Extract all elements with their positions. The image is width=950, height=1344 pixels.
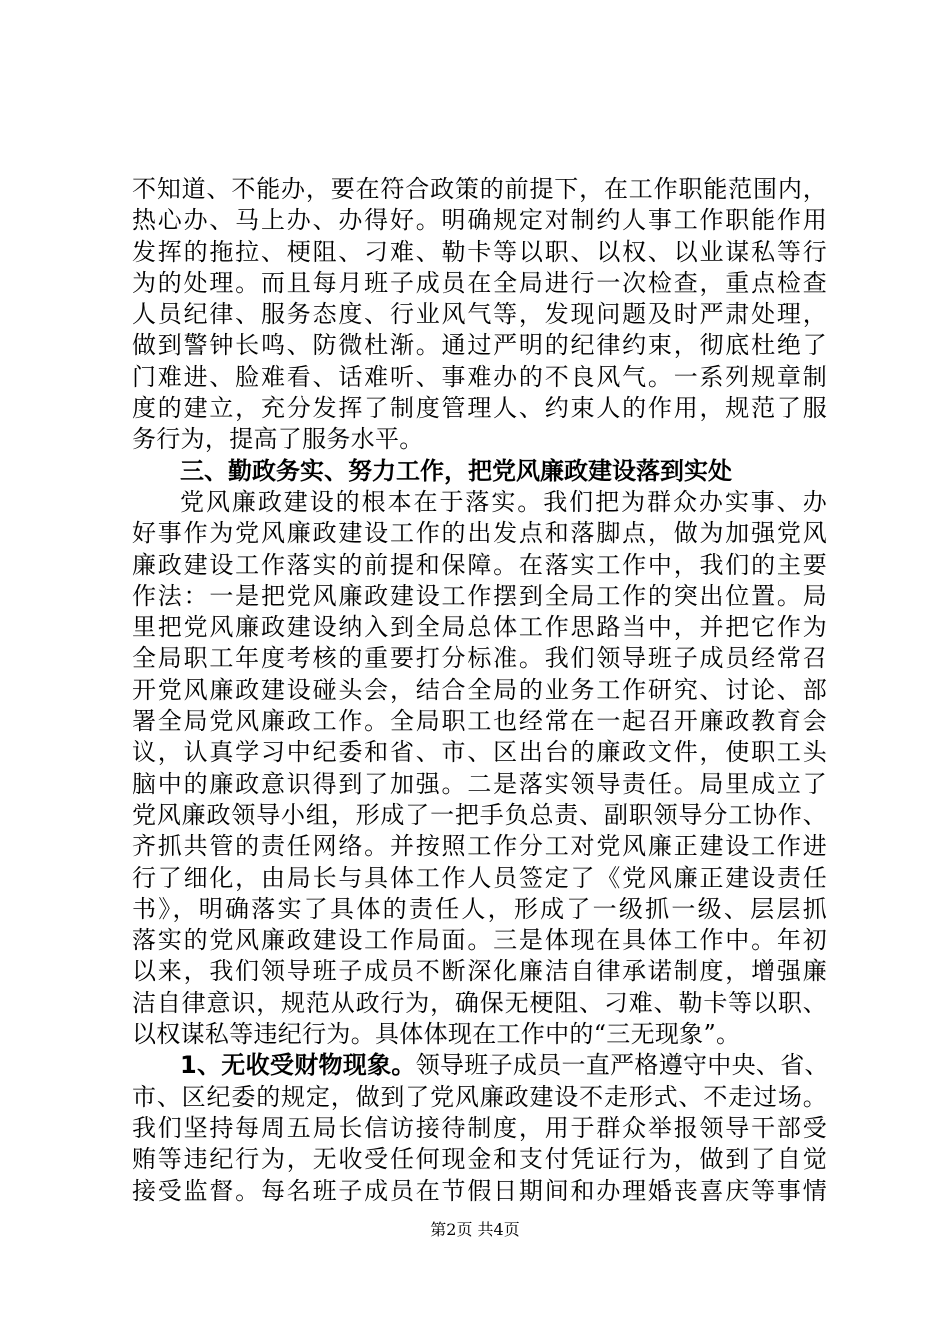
text-line: 做到警钟长鸣、防微杜渐。通过严明的纪律约束，彻底杜绝了 [132, 331, 827, 360]
text-line: 门难进、脸难看、话难听、事难办的不良风气。一系列规章制 [132, 362, 827, 391]
text-line: 署全局党风廉政工作。全局职工也经常在一起召开廉政教育会 [132, 707, 827, 736]
text-line: 开党风廉政建设碰头会，结合全局的业务工作研究、讨论、部 [132, 675, 827, 704]
text-line: 我们坚持每周五局长信访接待制度，用于群众举报领导干部受 [132, 1113, 827, 1142]
text-line: 党风廉政领导小组，形成了一把手负总责、副职领导分工协作、 [132, 800, 827, 829]
text-line: 行了细化，由局长与具体工作人员签定了《党风廉正建设责任 [132, 863, 827, 892]
text-line: 洁自律意识，规范从政行为，确保无梗阻、刁难、勒卡等以职、 [132, 988, 827, 1017]
page-footer: 第2页 共4页 [430, 1220, 520, 1239]
item-text: 领导班子成员一直严格遵守中央、省、 [415, 1051, 829, 1080]
text-line: 市、区纪委的规定，做到了党风廉政建设不走形式、不走过场。 [132, 1082, 827, 1111]
text-line: 为的处理。而且每月班子成员在全局进行一次检查，重点检查 [132, 268, 827, 297]
text-line: 务行为，提高了服务水平。 [132, 425, 424, 454]
item-title: 1、无收受财物现象。 [180, 1051, 416, 1080]
text-line: 度的建立，充分发挥了制度管理人、约束人的作用，规范了服 [132, 394, 827, 423]
text-line: 作法：一是把党风廉政建设工作摆到全局工作的突出位置。局 [132, 581, 827, 610]
text-line: 发挥的拖拉、梗阻、刁难、勒卡等以职、以权、以业谋私等行 [132, 237, 827, 266]
text-line: 人员纪律、服务态度、行业风气等，发现问题及时严肃处理， [132, 300, 827, 329]
text-line: 贿等违纪行为，无收受任何现金和支付凭证行为，做到了自觉 [132, 1145, 827, 1174]
text-line: 不知道、不能办，要在符合政策的前提下，在工作职能范围内， [132, 175, 827, 203]
text-line: 党风廉政建设的根本在于落实。我们把为群众办实事、办 [180, 487, 827, 516]
text-line: 廉政建设工作落实的前提和保障。在落实工作中，我们的主要 [132, 550, 827, 579]
text-line: 里把党风廉政建设纳入到全局总体工作思路当中，并把它作为 [132, 613, 827, 642]
section-heading: 三、勤政务实、努力工作，把党风廉政建设落到实处 [180, 456, 732, 485]
text-line: 接受监督。每名班子成员在节假日期间和办理婚丧喜庆等事情 [132, 1176, 827, 1205]
text-line: 好事作为党风廉政建设工作的出发点和落脚点，做为加强党风 [132, 519, 827, 548]
paragraph-continuation [132, 174, 827, 456]
text-line: 齐抓共管的责任网络。并按照工作分工对党风廉正建设工作进 [132, 832, 827, 861]
text-line: 以权谋私等违纪行为。具体体现在工作中的“三无现象”。 [132, 1020, 741, 1049]
text-line: 热心办、马上办、办得好。明确规定对制约人事工作职能作用 [132, 206, 827, 235]
text-line: 以来，我们领导班子成员不断深化廉洁自律承诺制度，增强廉 [132, 957, 827, 986]
text-line: 落实的党风廉政建设工作局面。三是体现在具体工作中。年初 [132, 926, 827, 955]
paragraph-section-three [132, 487, 827, 1050]
document-body [132, 174, 827, 1207]
text-line: 脑中的廉政意识得到了加强。二是落实领导责任。局里成立了 [132, 769, 827, 798]
text-line [132, 1050, 827, 1081]
text-line: 全局职工年度考核的重要打分标准。我们领导班子成员经常召 [132, 644, 827, 673]
text-line: 书》，明确落实了具体的责任人，形成了一级抓一级、层层抓 [132, 894, 827, 923]
text-line: 议，认真学习中纪委和省、市、区出台的廉政文件，使职工头 [132, 738, 827, 767]
paragraph-item-one [132, 1050, 827, 1206]
